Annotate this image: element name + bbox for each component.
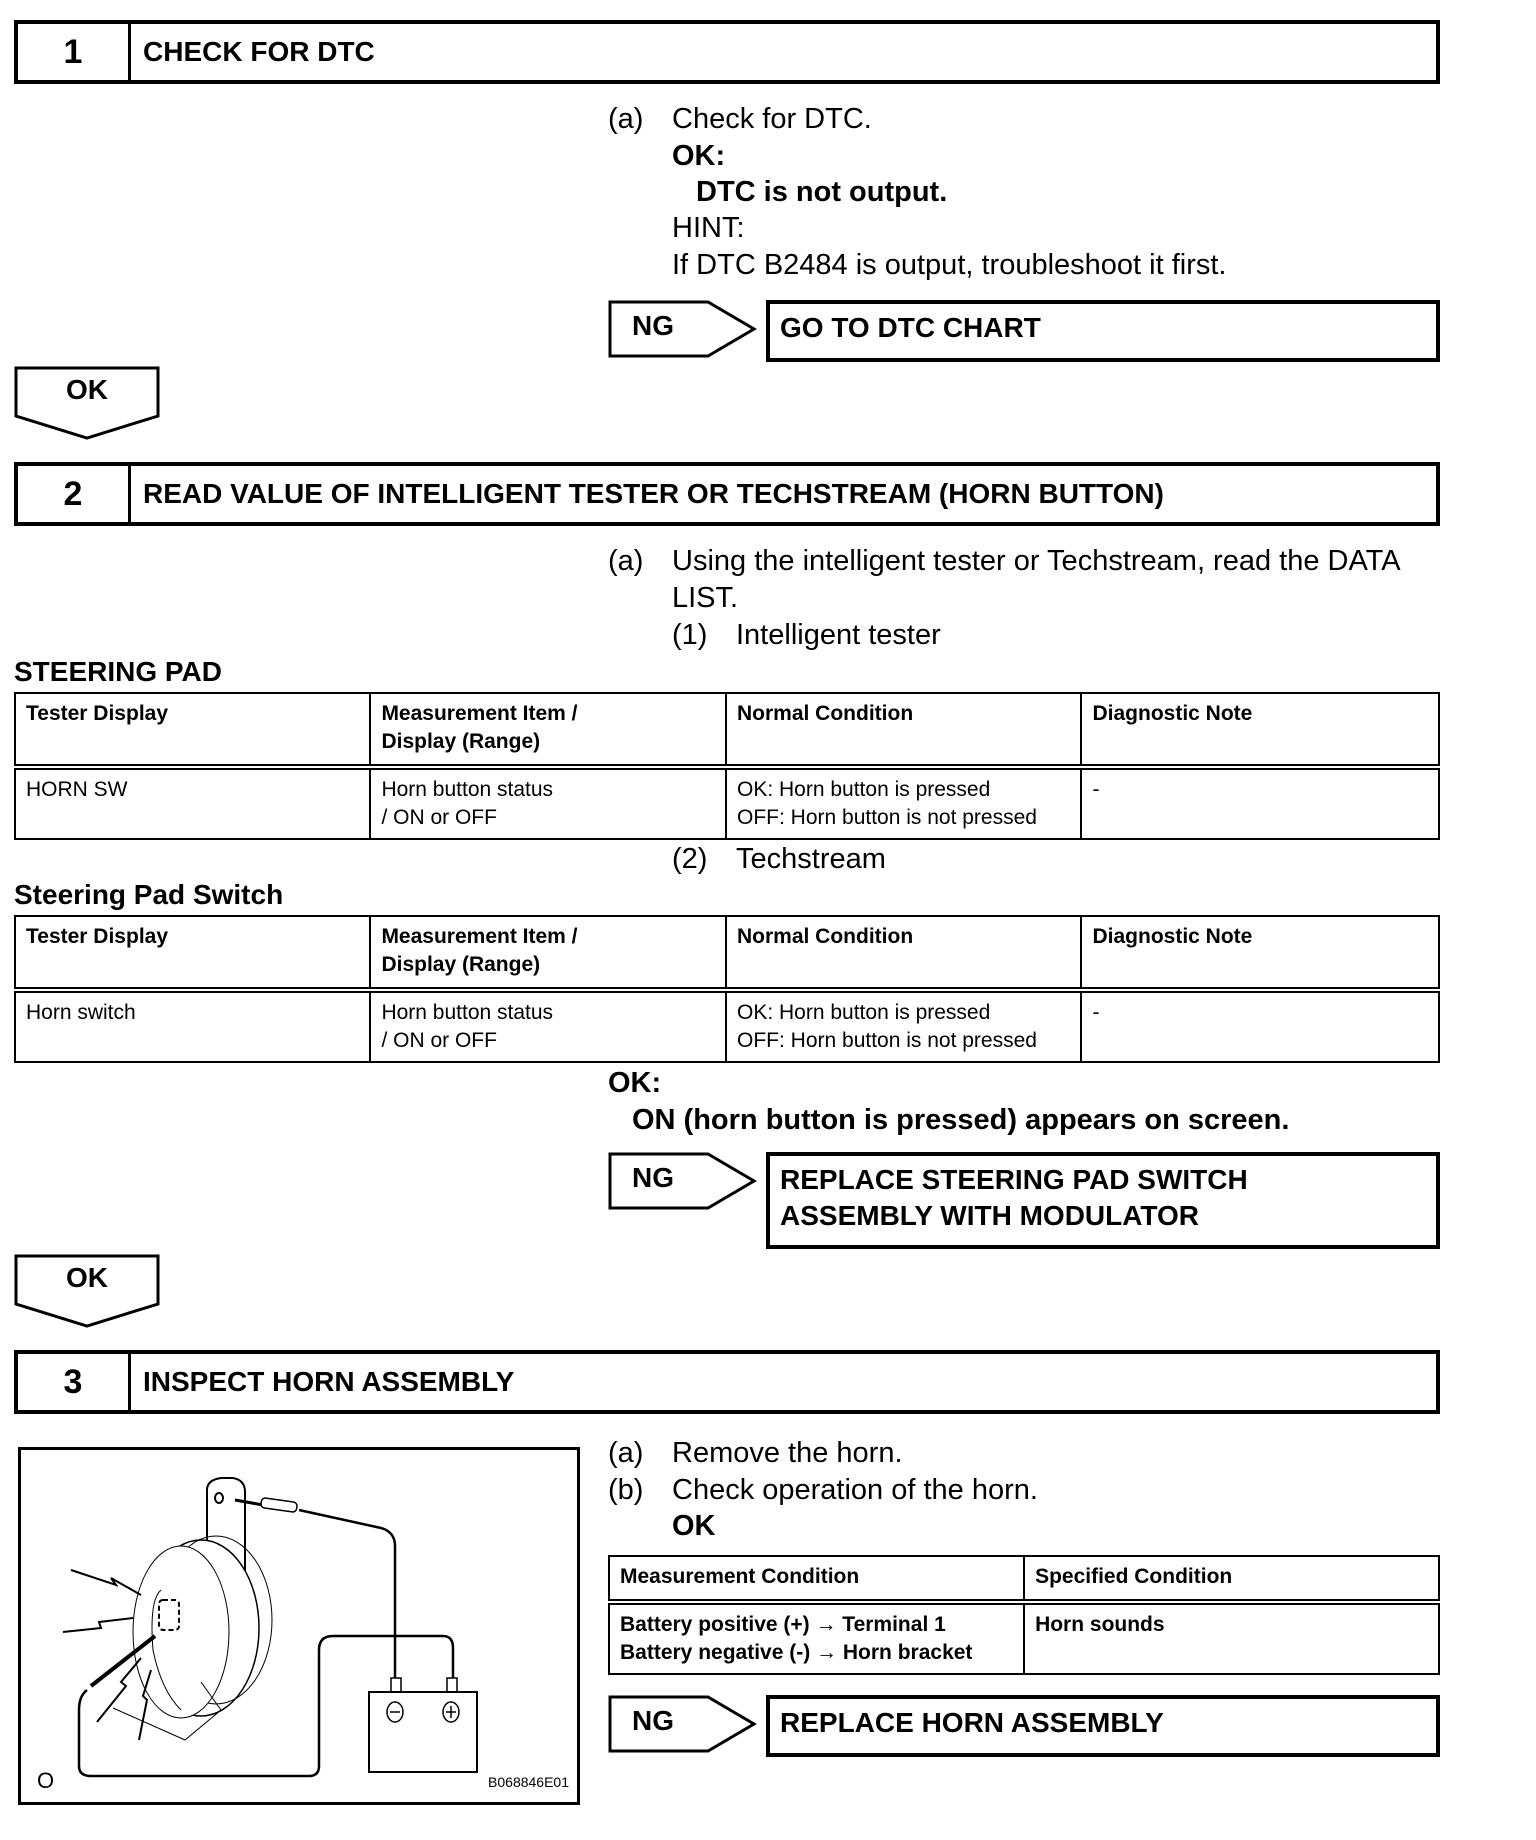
ng-action-line: ASSEMBLY WITH MODULATOR — [780, 1200, 1199, 1231]
step-2-header — [14, 462, 1440, 526]
step-1-header — [14, 20, 1440, 84]
header-cell: Tester Display — [15, 916, 370, 990]
header-cell: Tester Display — [15, 693, 370, 767]
table-cell: - — [1081, 767, 1439, 839]
table-row — [609, 1602, 1439, 1674]
hint-label: HINT: — [672, 212, 745, 244]
step-title: READ VALUE OF INTELLIGENT TESTER OR TECHSTREAM (HORN BUTTON) — [143, 478, 1164, 509]
ok-arrow[interactable] — [14, 366, 160, 440]
figure-corner-mark: O — [37, 1768, 55, 1793]
ng-label: NG — [632, 310, 674, 341]
ng-action: REPLACE HORN ASSEMBLY — [780, 1707, 1164, 1738]
ok-label: OK: — [608, 1067, 662, 1099]
ng-arrow-shape-icon — [608, 1695, 758, 1753]
table-row — [15, 767, 1439, 839]
figure-code: B068846E01 — [488, 1774, 569, 1790]
hint-text: If DTC B2484 is output, troubleshoot it first. — [672, 249, 1227, 281]
header-cell: Normal Condition — [726, 693, 1081, 767]
ok-condition: ON (horn button is pressed) appears on screen. — [632, 1104, 1290, 1136]
ng-arrow-shape-icon — [608, 1152, 758, 1210]
header-cell: Specified Condition — [1024, 1556, 1439, 1602]
header-cell: Measurement Item / Display (Range) — [370, 693, 726, 767]
instruction-marker: (b) — [608, 1474, 644, 1506]
replace-steering-pad-box[interactable] — [766, 1152, 1440, 1249]
table-header-row — [609, 1556, 1439, 1602]
replace-horn-assembly-box[interactable] — [766, 1695, 1440, 1757]
instruction-text: Check for DTC. — [672, 103, 872, 135]
instruction-text: Using the intelligent tester or Techstream, read the DATA — [672, 545, 1401, 577]
ng-arrow[interactable] — [608, 300, 758, 358]
table-row — [15, 990, 1439, 1062]
instruction-text: Check operation of the horn. — [672, 1474, 1038, 1506]
step-number: 2 — [18, 466, 131, 522]
step-number: 3 — [18, 1354, 131, 1410]
table-cell: Horn switch — [15, 990, 370, 1062]
header-cell: Diagnostic Note — [1081, 916, 1439, 990]
ng-arrow[interactable] — [608, 1152, 758, 1210]
table-cell: Horn sounds — [1024, 1602, 1439, 1674]
ok-arrow-label: OK — [66, 1262, 108, 1293]
ng-action-line: REPLACE STEERING PAD SWITCH — [780, 1164, 1248, 1195]
table-cell: Horn button status / ON or OFF — [370, 990, 726, 1062]
table-header-row — [15, 916, 1439, 990]
table-cell: - — [1081, 990, 1439, 1062]
horn-battery-diagram-icon — [21, 1450, 577, 1802]
ok-label: OK — [672, 1510, 716, 1542]
data-list-table-techstream — [14, 915, 1440, 1063]
go-to-dtc-chart-box[interactable] — [766, 300, 1440, 362]
substep-text: Intelligent tester — [736, 619, 941, 651]
instruction-marker: (a) — [608, 103, 644, 135]
substep-marker: (2) — [672, 843, 708, 875]
table-label-steering-pad-switch: Steering Pad Switch — [14, 879, 284, 910]
ng-action: GO TO DTC CHART — [780, 312, 1041, 343]
step-3-header — [14, 1350, 1440, 1414]
instruction-marker: (a) — [608, 1437, 644, 1469]
horn-operation-table — [608, 1555, 1440, 1675]
horn-inspection-illustration — [18, 1447, 580, 1805]
ng-arrow-shape-icon — [608, 300, 758, 358]
header-cell: Normal Condition — [726, 916, 1081, 990]
instruction-text-cont: LIST. — [672, 582, 739, 614]
step-title: CHECK FOR DTC — [143, 36, 375, 67]
substep-text: Techstream — [736, 843, 886, 875]
ng-arrow[interactable] — [608, 1695, 758, 1753]
table-header-row — [15, 693, 1439, 767]
table-cell: Horn button status / ON or OFF — [370, 767, 726, 839]
table-label-steering-pad: STEERING PAD — [14, 656, 222, 687]
ok-arrow-label: OK — [66, 374, 108, 405]
table-cell: HORN SW — [15, 767, 370, 839]
instruction-text: Remove the horn. — [672, 1437, 903, 1469]
ok-arrow[interactable] — [14, 1254, 160, 1328]
step-title: INSPECT HORN ASSEMBLY — [143, 1366, 515, 1397]
ng-label: NG — [632, 1162, 674, 1193]
step-number: 1 — [18, 24, 131, 80]
header-cell: Measurement Item / Display (Range) — [370, 916, 726, 990]
ok-label: OK: — [672, 140, 726, 172]
table-cell: OK: Horn button is pressed OFF: Horn button is not pressed — [726, 767, 1081, 839]
header-cell: Measurement Condition — [609, 1556, 1024, 1602]
substep-marker: (1) — [672, 619, 708, 651]
table-cell: OK: Horn button is pressed OFF: Horn button is not pressed — [726, 990, 1081, 1062]
table-cell: Battery positive (+) → Terminal 1 Battery negative (-) → Horn bracket — [609, 1602, 1024, 1674]
instruction-marker: (a) — [608, 545, 644, 577]
ng-label: NG — [632, 1705, 674, 1736]
data-list-table-intelligent-tester — [14, 692, 1440, 840]
ok-condition: DTC is not output. — [696, 176, 948, 208]
header-cell: Diagnostic Note — [1081, 693, 1439, 767]
